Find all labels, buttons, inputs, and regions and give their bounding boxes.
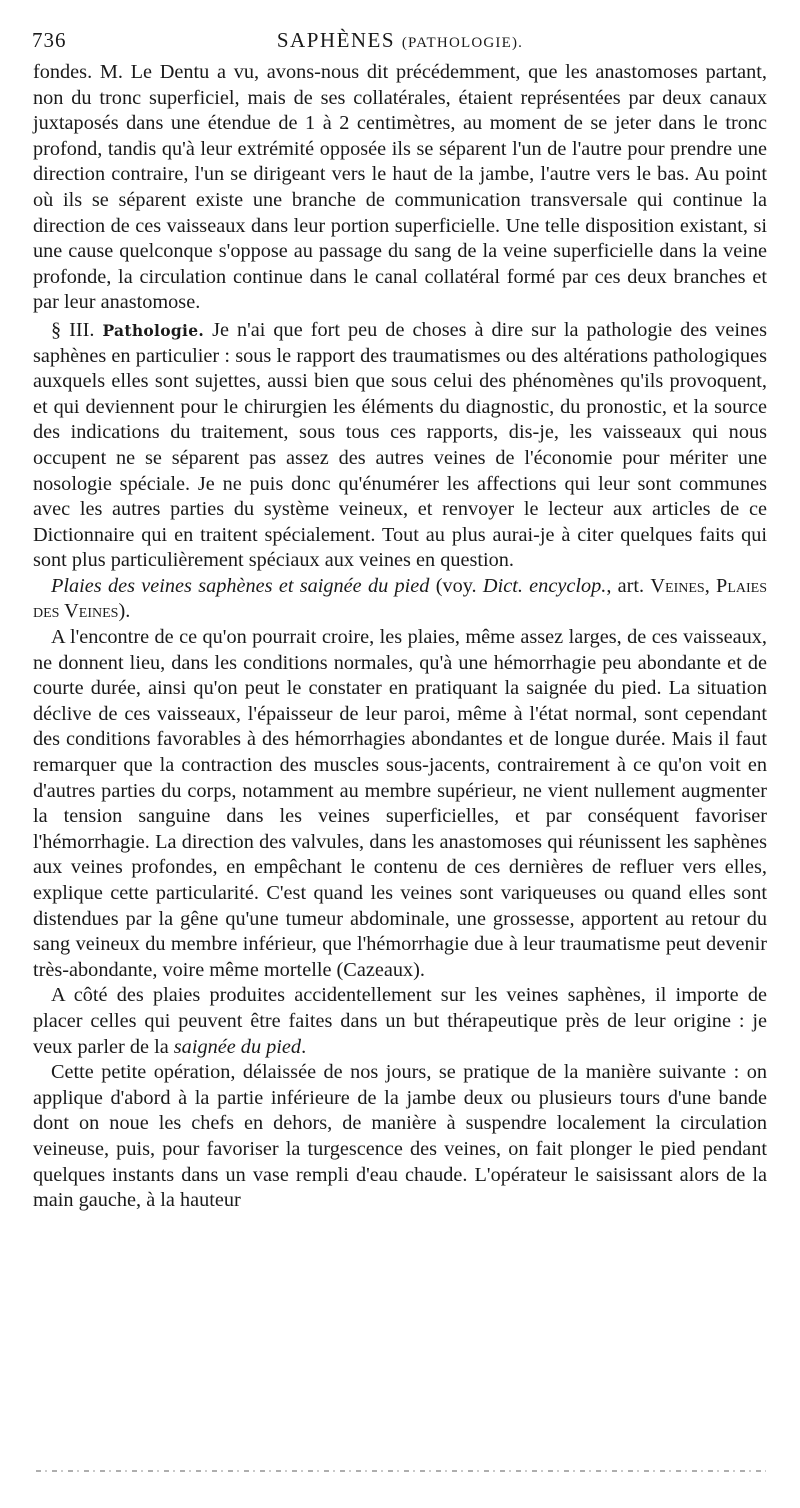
paragraph-pathology xyxy=(33,318,767,574)
subsection-title: Plaies des veines saphènes et saignée du pied xyxy=(51,574,430,597)
paragraph-hemorrhage: A l'encontre de ce qu'on pourrait croire, les plaies, même assez larges, de ces vaisseaux, ne donnent lieu, dans les conditions normales, qu'à une hémorrhagie peu abondante et de courte durée, ainsi qu'on peut le constater en pratiquant la saignée du pied. La situation déclive de ces vaisseaux, l'épaisseur de leur paroi, même à l'état normal, sont cependant des conditions favorables à des hémorrhagies abondantes et de longue durée. Mais il faut remarquer que la contraction des muscles sous-jacents, contrairement à ce qu'on voit en d'autres parties du corps, notamment au membre supérieur, ne vient nullement augmenter la tension sanguine dans les veines superficielles, et par conséquent favoriser l'hémorrhagie. La direction des valvules, dans les anastomoses qui réunissent les saphènes aux veines profondes, en empêchant le contenu de ces dernières de refluer vers elles, explique cette particularité. C'est quand les veines sont variqueuses ou quand elles sont distendues par la gêne qu'une tumeur abdominale, une grossesse, apportent au retour du sang veineux du membre inférieur, que l'hémorrhagie due à leur traumatisme peut devenir très-abondante, voire même mortelle (Cazeaux). xyxy=(33,626,767,981)
reference-work: Dict. encyclop. xyxy=(482,574,607,597)
section-heading: Pathologie. xyxy=(102,320,205,340)
reference-art: , art. xyxy=(606,574,645,597)
running-title-main: SAPHÈNES xyxy=(276,28,396,52)
running-title-sub: (PATHOLOGIE). xyxy=(401,35,524,51)
page-bottom-rule xyxy=(36,1470,766,1472)
paragraph-operation: Cette petite opération, délaissée de nos jours, se pratique de la manière suivante : on applique d'abord à la partie inférieure de la jambe deux ou plusieurs tours d'une bande dont on noue les chefs en dehors, de manière à suspendre localement la circulation veineuse, puis, pour favoriser la turgescence des veines, on fait plonger le pied pendant quelques instants dans un vase rempli d'eau chaude. L'opérateur le saisissant alors de la main gauche, à la hauteur xyxy=(33,1061,767,1212)
pathology-text: Je n'ai que fort peu de choses à dire sur la pathologie des veines saphènes en particulier : sous le rapport des traumatismes ou des altérations pathologiques auxquels elles sont sujettes, aussi bien que sous celui des phénomènes qu'ils provoquent, et qui deviennent pour le chirurgien les éléments du diagnostic, du pronostic, et la source des indications du traitement, sous tous ces rapports, dis-je, les vaisseaux qui nous occupent ne se séparent pas assez des autres veines de l'économie pour mériter une nosologie spéciale. Je ne puis donc qu'énumérer les affections qui leur sont communes avec les autres parties du système veineux, et renvoyer le lecteur aux articles de ce Dictionnaire qui en traitent spécialement. Tout au plus aurai-je à citer quelques faits qui sont plus particulièrement spéciaux aux veines en question. xyxy=(33,318,767,572)
reference-close: ). xyxy=(118,600,131,623)
saignee-term: saignée du pied xyxy=(173,1035,302,1058)
body-text xyxy=(33,60,767,1214)
running-title xyxy=(32,28,768,53)
paragraph-continuation: fondes. M. Le Dentu a vu, avons-nous dit précédemment, que les anastomoses partant, non du tronc superficiel, mais de ses collatérales, étaient représentées par deux canaux juxtaposés dans une étendue de 1 à 2 centimètres, au moment de se jeter dans le tronc profond, tandis qu'à leur extrémité opposée ils se séparent l'un de l'autre pour prendre une direction contraire, l'un se dirigeant vers le haut de la jambe, l'autre vers le bas. Au point où ils se séparent existe une branche de communication transversale qui continue la direction de ces vaisseaux dans leur portion superficielle. Une telle disposition existant, si une cause quelconque s'oppose au passage du sang de la veine superficielle dans la veine profonde, la circulation continue dans le canal collatéral formé par ces deux branches et par leur anastomose. xyxy=(33,61,767,314)
page-header xyxy=(32,28,768,58)
reference-article: Veines, Plaies des Veines xyxy=(33,574,767,623)
paragraph-plaies-title xyxy=(33,574,767,625)
section-number: § III. xyxy=(51,318,95,341)
page-number: 736 xyxy=(32,28,67,52)
saignee-end: . xyxy=(301,1035,307,1058)
paragraph-saignee-intro xyxy=(33,983,767,1060)
reference-open: (voy. xyxy=(435,574,477,597)
saignee-intro-text: A côté des plaies produites accidentellement sur les veines saphènes, il importe de placer celles qui peuvent être faites dans un but thérapeutique près de leur origine : je veux parler de la xyxy=(33,984,767,1058)
